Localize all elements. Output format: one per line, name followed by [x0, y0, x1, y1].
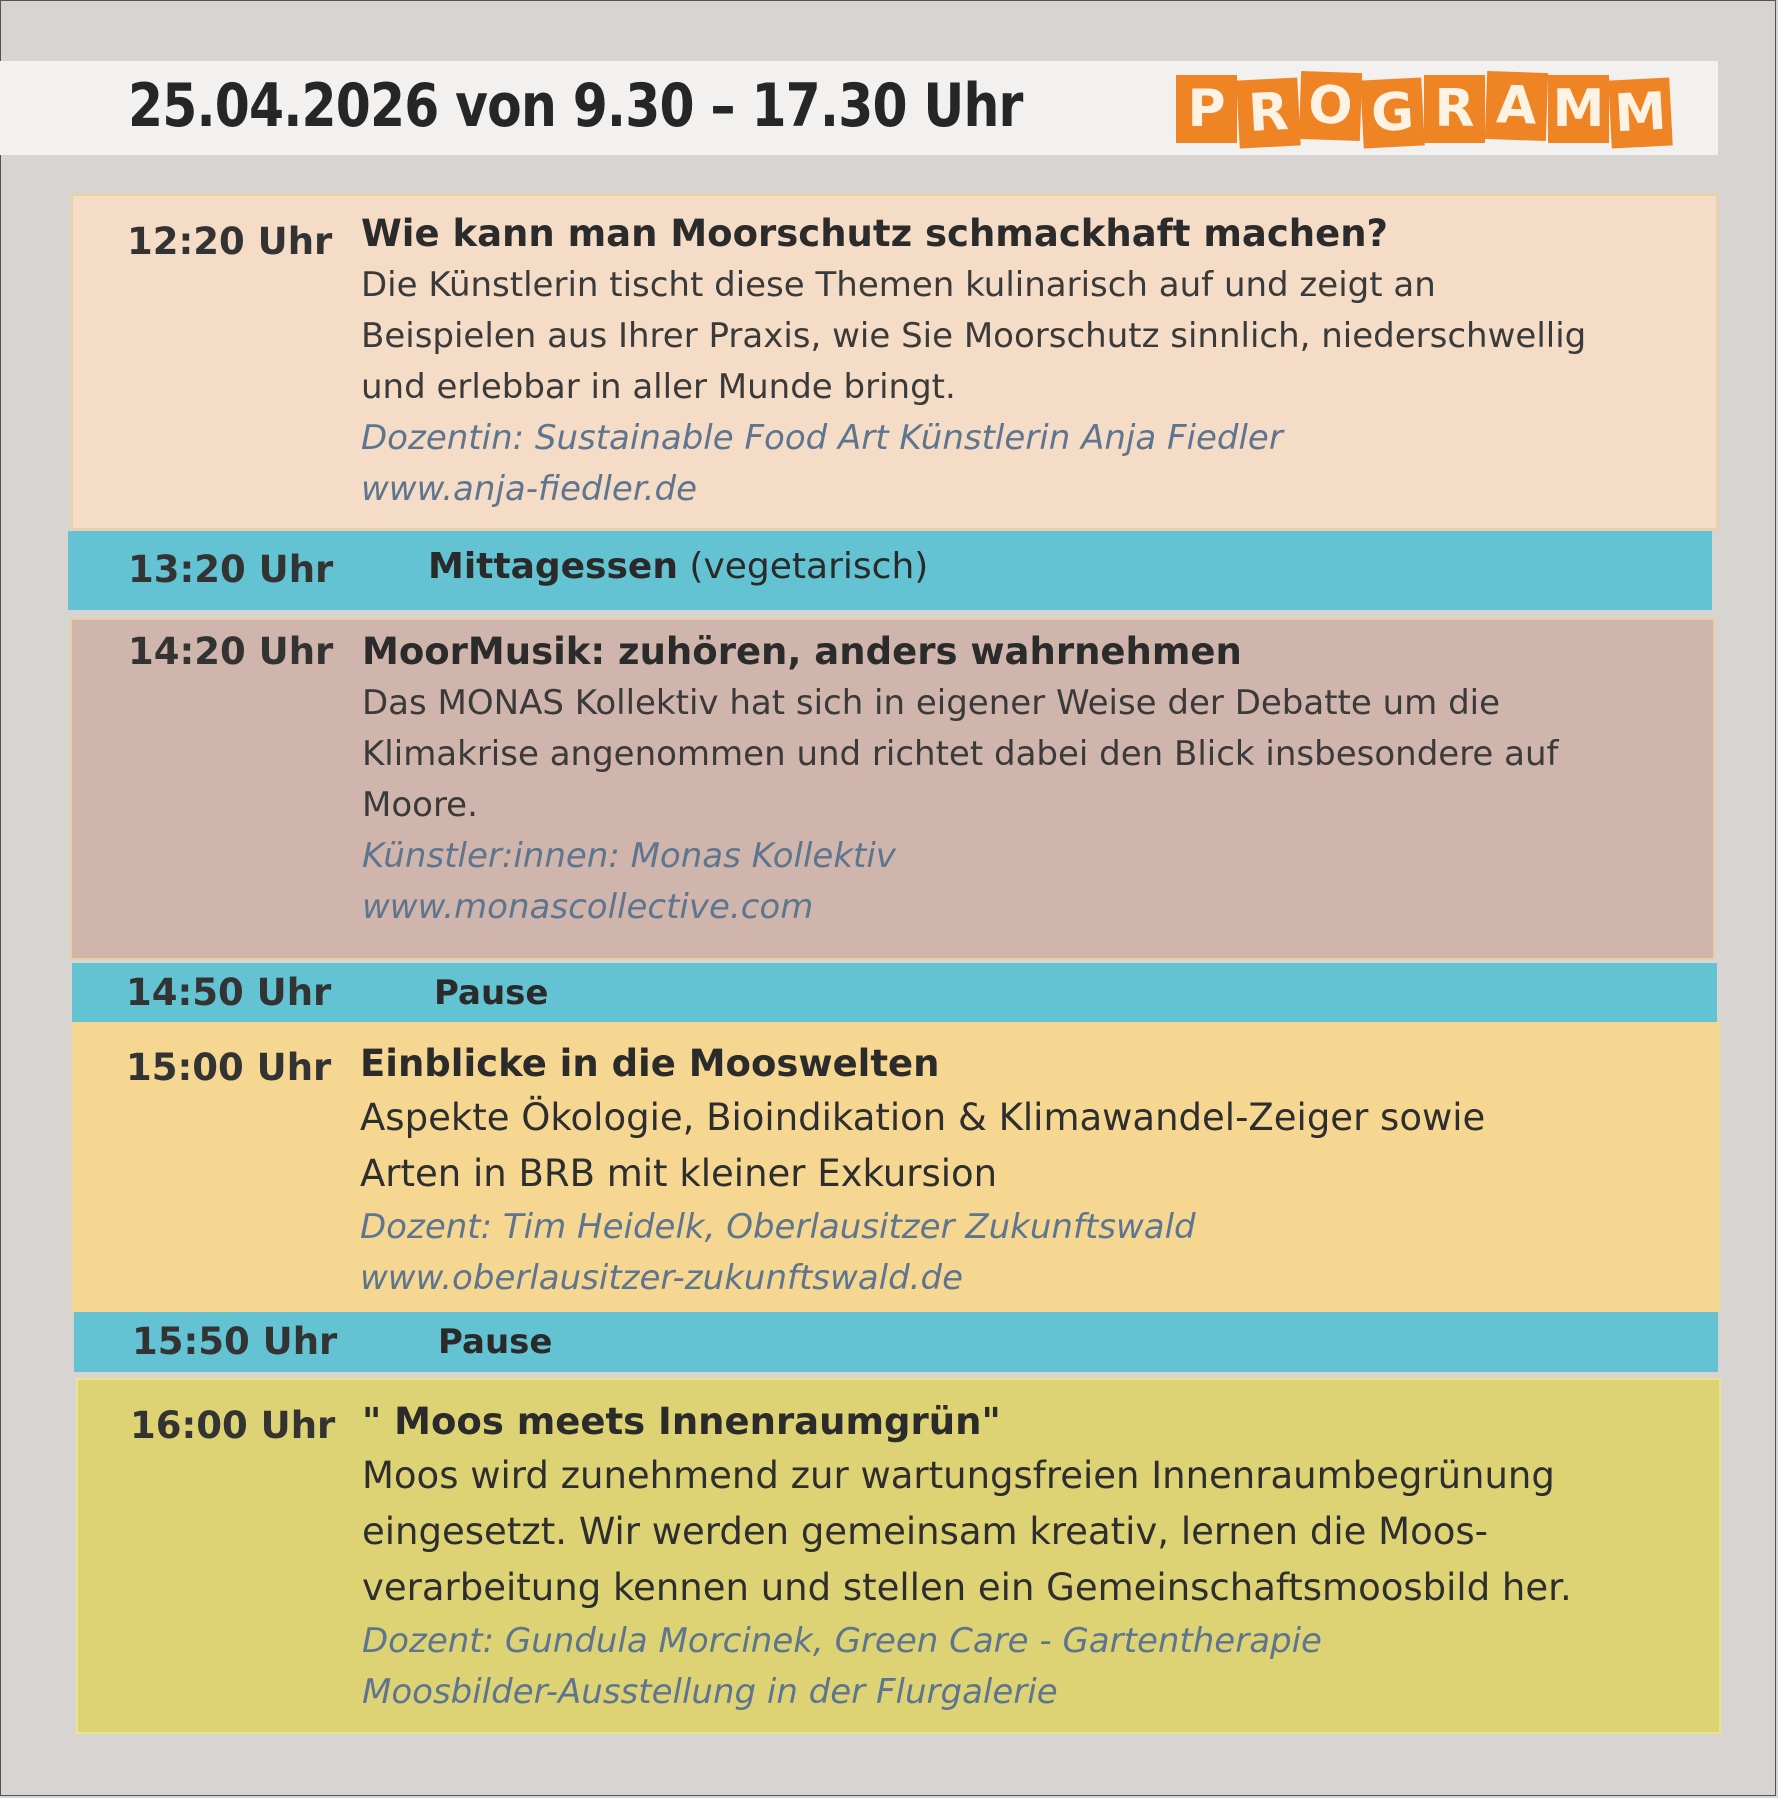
session-description-line: Das MONAS Kollektiv hat sich in eigener Weise der Debatte um die [362, 683, 1501, 723]
session-time: 14:50 Uhr [126, 971, 332, 1014]
logo-letter: M [1608, 77, 1672, 148]
session-description-line: Die Künstlerin tischt diese Themen kulinarisch auf und zeigt an [361, 265, 1436, 305]
session-link[interactable]: www.monascollective.com [362, 887, 814, 927]
session-link[interactable]: www.oberlausitzer-zukunftswald.de [360, 1258, 963, 1298]
pause-bar-1550 [74, 1312, 1718, 1372]
lunch-title: Mittagessen [428, 546, 678, 587]
pause-title: Pause [438, 1322, 553, 1362]
session-time: 14:20 Uhr [128, 630, 334, 673]
session-description-line: verarbeitung kennen und stellen ein Gemeinschaftsmoosbild her. [362, 1566, 1572, 1609]
logo-letter: R [1236, 77, 1300, 148]
pause-title: Pause [434, 973, 549, 1013]
session-block-1600 [76, 1378, 1721, 1734]
session-description-line: und erlebbar in aller Munde bringt. [361, 367, 956, 407]
session-time: 15:00 Uhr [126, 1046, 332, 1089]
session-title: " Moos meets Innenraumgrün" [362, 1400, 1001, 1443]
lunch-label [428, 546, 928, 587]
pause-label [434, 973, 548, 1013]
session-credit: Künstler:innen: Monas Kollektiv [362, 836, 896, 876]
session-description-line: Aspekte Ökologie, Bioindikation & Klimawandel-Zeiger sowie [360, 1096, 1486, 1139]
session-content [361, 208, 1676, 515]
session-block-1220 [71, 194, 1718, 530]
lunch-note: (vegetarisch) [689, 546, 929, 587]
pause-label [438, 1322, 552, 1362]
session-content [360, 1038, 1680, 1304]
logo-letter: P [1176, 75, 1237, 143]
session-description-line: Beispielen aus Ihrer Praxis, wie Sie Moorschutz sinnlich, niederschwellig [361, 316, 1587, 356]
pause-bar-1450 [72, 963, 1717, 1022]
session-title: MoorMusik: zuhören, anders wahrnehmen [362, 630, 1242, 673]
logo-letter: G [1360, 77, 1424, 148]
session-block-1500 [72, 1022, 1720, 1312]
session-credit: Dozent: Tim Heidelk, Oberlausitzer Zukunftswald [360, 1207, 1196, 1247]
session-credit: Dozentin: Sustainable Food Art Künstlerin Anja Fiedler [361, 418, 1283, 458]
session-time: 13:20 Uhr [128, 548, 334, 591]
session-description-line: Klimakrise angenommen und richtet dabei den Blick insbesondere auf [362, 734, 1559, 774]
header-bar [0, 61, 1718, 155]
logo-letter: A [1485, 71, 1548, 141]
session-description-line: Arten in BRB mit kleiner Exkursion [360, 1152, 998, 1195]
lunch-bar [68, 531, 1712, 610]
session-time: 16:00 Uhr [130, 1404, 336, 1447]
session-time: 15:50 Uhr [132, 1320, 338, 1363]
event-date-title: 25.04.2026 von 9.30 – 17.30 Uhr [128, 71, 1023, 141]
session-description-line: Moore. [362, 785, 478, 825]
session-block-1420 [70, 618, 1715, 960]
logo-letter: O [1299, 71, 1362, 141]
logo-letter: R [1424, 75, 1485, 143]
session-title: Einblicke in die Mooswelten [360, 1042, 940, 1085]
session-link[interactable]: www.anja-fiedler.de [361, 469, 697, 509]
session-note: Moosbilder-Ausstellung in der Flurgalerie [362, 1672, 1058, 1712]
session-description-line: eingesetzt. Wir werden gemeinsam kreativ, lernen die Moos- [362, 1510, 1488, 1553]
session-title: Wie kann man Moorschutz schmackhaft machen? [361, 212, 1389, 255]
programm-logo [1176, 68, 1672, 150]
logo-letter: M [1548, 75, 1609, 143]
session-content [362, 626, 1673, 933]
session-description-line: Moos wird zunehmend zur wartungsfreien Innenraumbegrünung [362, 1454, 1555, 1497]
session-time: 12:20 Uhr [127, 220, 333, 263]
session-content [362, 1396, 1679, 1718]
session-credit: Dozent: Gundula Morcinek, Green Care - Gartentherapie [362, 1621, 1322, 1661]
